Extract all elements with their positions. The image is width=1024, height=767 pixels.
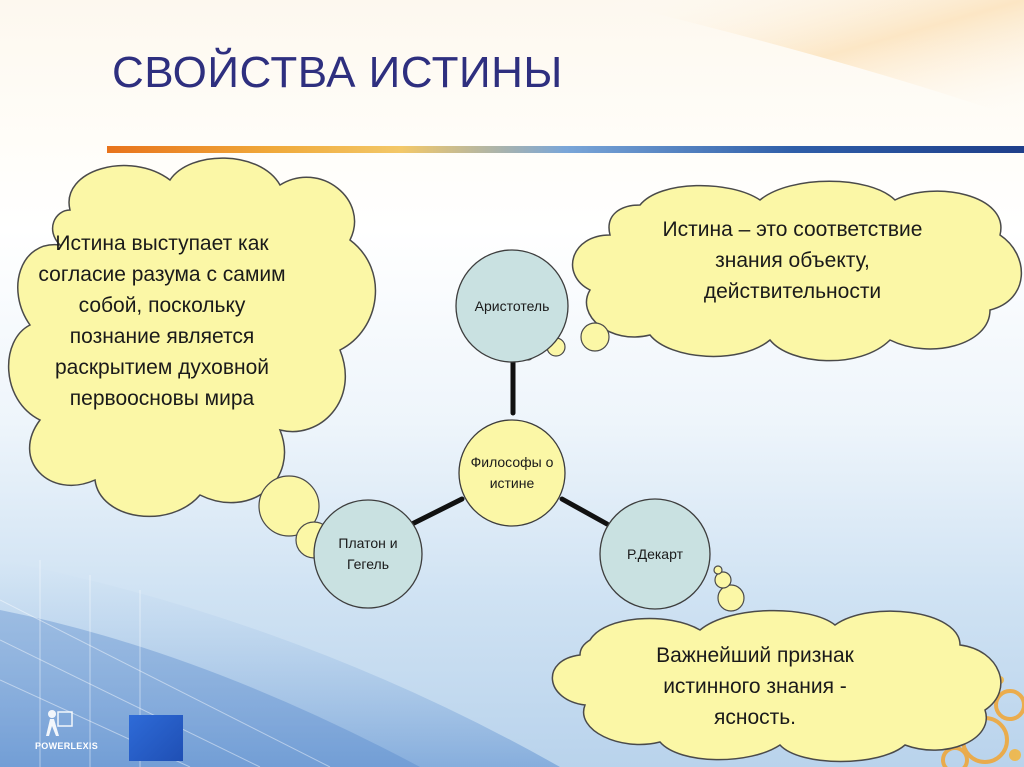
node-center-label: Философы о истине — [470, 454, 554, 491]
node-descartes-label: Р.Декарт — [627, 546, 683, 562]
left-cloud-text: Истина выступает как согласие разума с самим собой, поскольку познание является раскрытием духовной первоосновы мира — [38, 232, 286, 410]
logo-text: POWERLEXIS — [35, 741, 99, 751]
bottom-thought-bubble — [718, 585, 744, 611]
blue-square-decoration — [129, 715, 183, 761]
page-title: СВОЙСТВА ИСТИНЫ — [112, 48, 563, 97]
connector-right — [562, 499, 607, 524]
bottom-cloud-text: Важнейший признак истинного знания - ясность. — [656, 644, 854, 729]
node-plato-hegel-label: Платон и Гегель — [338, 535, 398, 572]
node-aristotle-label: Аристотель — [474, 298, 550, 314]
right-cloud-text: Истина – это соответствие знания объекту, действительности — [662, 218, 923, 303]
connector-left — [410, 499, 462, 525]
bottom-thought-bubble — [714, 566, 722, 574]
right-thought-bubble — [581, 323, 609, 351]
